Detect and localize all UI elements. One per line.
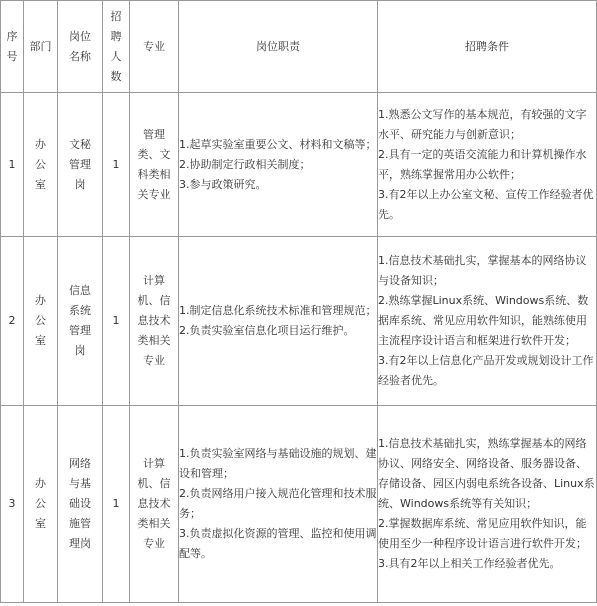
cell-major: 计算机、信息技术类相关专业	[130, 237, 179, 406]
cell-seq: 3	[1, 406, 24, 603]
requirement-line: 1.熟悉公文写作的基本规范，有较强的文字水平、研究能力与创新意识；	[378, 107, 587, 141]
header-requirements: 招聘条件	[378, 1, 597, 93]
duty-line: 1.负责实验室网络与基础设施的规划、建设和管理；	[179, 447, 377, 480]
table-row	[1, 406, 597, 603]
requirement-line: 2.掌握数据库系统、常见应用软件知识，能使用至少一种程序设计语言进行软件开发；	[378, 517, 587, 550]
requirement-line: 1.信息技术基础扎实，熟练掌握基本的网络协议、网络安全、网络设备、服务器设备、存储设备、园区内弱电系统各设备、Linux系统、Windows系统等有关知识；	[378, 437, 595, 510]
requirement-line: 1.信息技术基础扎实，掌握基本的网络协议与设备知识；	[378, 254, 587, 287]
duty-line: 2.负责实验室信息化项目运行维护。	[179, 324, 355, 337]
cell-seq: 2	[1, 237, 24, 406]
cell-requirements	[378, 93, 597, 237]
header-duties: 岗位职责	[179, 1, 378, 93]
cell-count: 1	[103, 237, 130, 406]
cell-requirements	[378, 406, 597, 603]
cell-major: 管理类、文科类相关专业	[130, 93, 179, 237]
cell-count: 1	[103, 93, 130, 237]
requirement-line: 3.具有2年以上相关工作经验者优先。	[378, 557, 561, 570]
duty-line: 3.参与政策研究。	[179, 177, 267, 191]
cell-post: 网络与基础设施管理岗	[58, 406, 103, 603]
duty-line: 3.负责虚拟化资源的管理、监控和使用调配等。	[179, 527, 377, 560]
cell-major: 计算机、信息技术类相关专业	[130, 406, 179, 603]
table-row	[1, 93, 597, 237]
cell-dept: 办公室	[24, 93, 58, 237]
cell-post: 信息系统管理岗	[58, 237, 103, 406]
cell-dept: 办公室	[24, 237, 58, 406]
cell-count: 1	[103, 406, 130, 603]
header-dept: 部门	[24, 1, 58, 93]
header-post: 岗位名称	[58, 1, 103, 93]
table-row	[1, 237, 597, 406]
header-seq: 序号	[1, 1, 24, 93]
duty-line: 2.负责网络用户接入规范化管理和技术服务；	[179, 487, 377, 520]
header-count: 招聘人数	[103, 1, 130, 93]
header-major: 专业	[130, 1, 179, 93]
cell-duties	[179, 237, 378, 406]
requirement-line: 3.有2年以上办公室文秘、宣传工作经验者优先。	[378, 187, 594, 221]
cell-dept: 办公室	[24, 406, 58, 603]
cell-post: 文秘管理岗	[58, 93, 103, 237]
cell-duties	[179, 406, 378, 603]
cell-requirements	[378, 237, 597, 406]
requirement-line: 3.有2年以上信息化产品开发或规划设计工作经验者优先。	[378, 354, 594, 387]
cell-seq: 1	[1, 93, 24, 237]
cell-duties	[179, 93, 378, 237]
duty-line: 2.协助制定行政相关制度；	[179, 157, 311, 171]
requirement-line: 2.熟练掌握Linux系统、Windows系统、数据库系统、常见应用软件知识，能熟练使用主流程序设计语言和框架进行软件开发；	[378, 294, 589, 347]
header-row	[1, 1, 597, 93]
duty-line: 1.起草实验室重要公文、材料和文稿等；	[179, 137, 377, 151]
duty-line: 1.制定信息化系统技术标准和管理规范；	[179, 304, 377, 317]
requirement-line: 2.具有一定的英语交流能力和计算机操作水平，熟练掌握常用办公软件；	[378, 147, 587, 181]
